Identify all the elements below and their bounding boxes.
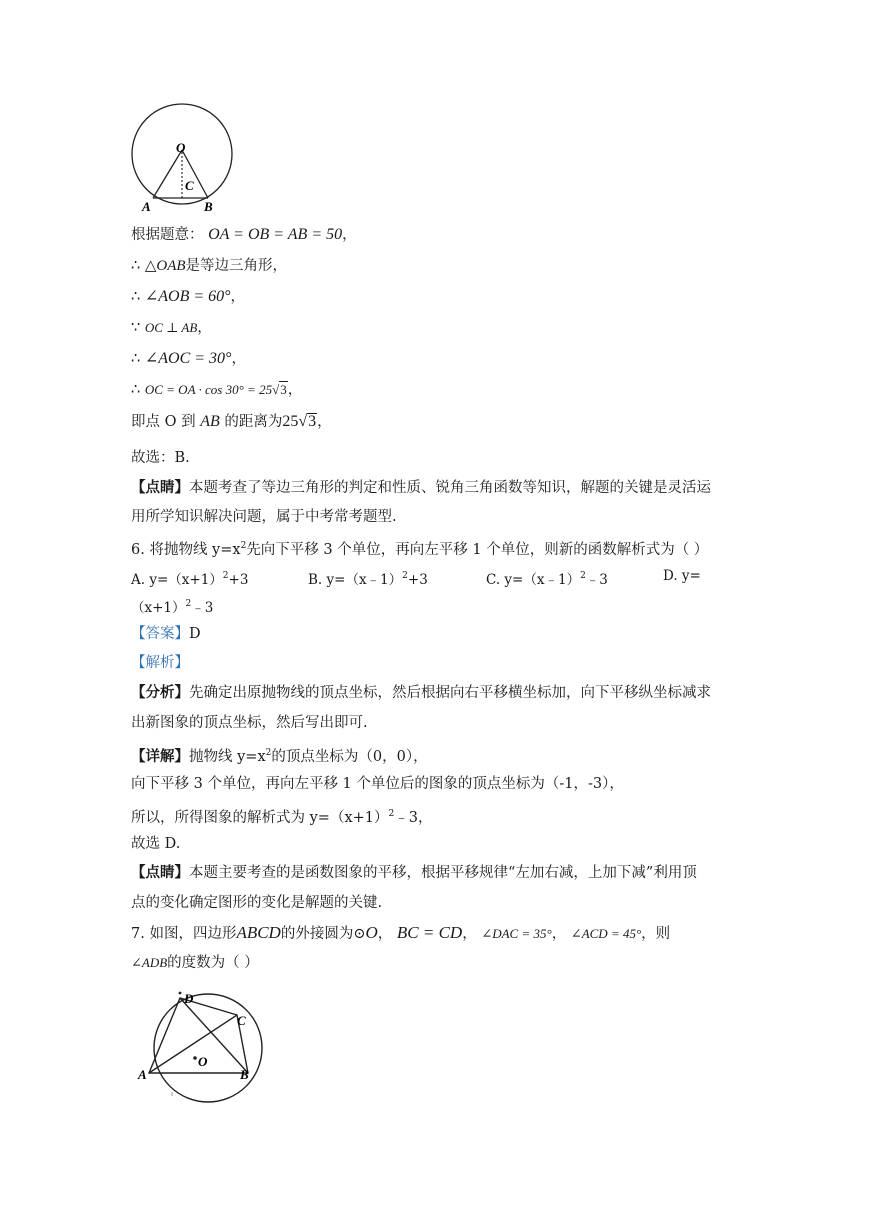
fig2-label-c: C xyxy=(237,1013,246,1028)
solution-line-5: ∴ ∠AOC = 30°， xyxy=(131,350,246,367)
solution-line-1: 根据题意： OA = OB = AB = 50， xyxy=(131,226,357,243)
dianjing-line-1: 【点睛】本题主要考查的是函数图象的平移，根据平移规律“左加右减，上加下减”利用顶 xyxy=(131,864,697,881)
solution-line-6: ∴ OC = OA · cos 30° = 25√3， xyxy=(131,382,303,398)
option-c: C. y=（x﹣1）$^2$﹣3 xyxy=(486,571,608,588)
figure-circle-oab xyxy=(128,102,238,214)
question-7-line-2: ∠ADB的度数为（ ） xyxy=(131,955,259,971)
comment-line-2: 用所学知识解决问题，属于中考常考题型. xyxy=(131,509,397,525)
fig2-label-o: O xyxy=(198,1054,208,1069)
analysis-heading: 【解析】 xyxy=(131,655,189,671)
question-6: 6. 将抛物线 $y=x^2$先向下平移 3 个单位，再向左平移 1 个单位，则新的函数解析式为（ ） xyxy=(131,541,709,558)
option-b: B. y=（x﹣1）$^2$+3 xyxy=(308,571,428,588)
fenxi-line-2: 出新图象的顶点坐标，然后写出即可. xyxy=(131,715,368,731)
solution-line-3: ∴ ∠AOB = 60°， xyxy=(131,288,246,305)
fig1-label-b: B xyxy=(204,199,213,214)
solution-line-8: 故选：B. xyxy=(131,450,190,466)
fig2-label-b: B xyxy=(240,1067,249,1082)
fenxi-line-1: 【分析】先确定出原抛物线的顶点坐标，然后根据向右平移横坐标加，向下平移纵坐标减求 xyxy=(131,684,711,701)
xiangjie-line-3: 所以，所得图象的解析式为 $y=(x+1)^2﹣3$， xyxy=(131,809,433,826)
solution-line-4: ∵ OC ⊥ AB， xyxy=(131,320,212,336)
comment-line-1: 【点睛】本题考查了等边三角形的判定和性质、锐角三角函数等知识，解题的关键是灵活运 xyxy=(131,479,711,496)
fig1-label-a: A xyxy=(142,199,151,214)
xiangjie-line-4: 故选 D. xyxy=(131,836,181,852)
question-7-line-1: 7. 如图，四边形ABCD的外接圆为⊙O， BC = CD， ∠DAC = 35°， ∠ACD = 45°，则 xyxy=(131,923,671,942)
fig2-label-d: D xyxy=(184,991,194,1006)
fig1-label-c: C xyxy=(185,178,194,193)
option-a: A. $y=(x+1)^2+3$ xyxy=(131,571,249,588)
figure-cyclic-quadrilateral xyxy=(134,988,264,1106)
fig2-label-a: A xyxy=(138,1067,147,1082)
option-d-continued: $(x+1)^2﹣3$ xyxy=(131,599,214,616)
xiangjie-line-2: 向下平移 3 个单位，再向左平移 1 个单位后的图象的顶点坐标为（-1，-3）， xyxy=(131,776,624,792)
option-d: D. y= xyxy=(663,568,701,584)
answer-line: 【答案】D xyxy=(131,626,201,642)
solution-line-7: 即点 O 到 AB 的距离为25√3， xyxy=(131,413,332,430)
dianjing-line-2: 点的变化确定图形的变化是解题的关键. xyxy=(131,895,383,911)
fig1-label-o: O xyxy=(176,140,186,155)
solution-line-2: ∴ △OAB是等边三角形， xyxy=(131,258,288,274)
xiangjie-line-1: 【详解】抛物线 $y=x^2$的顶点坐标为（0，0）， xyxy=(131,748,428,765)
